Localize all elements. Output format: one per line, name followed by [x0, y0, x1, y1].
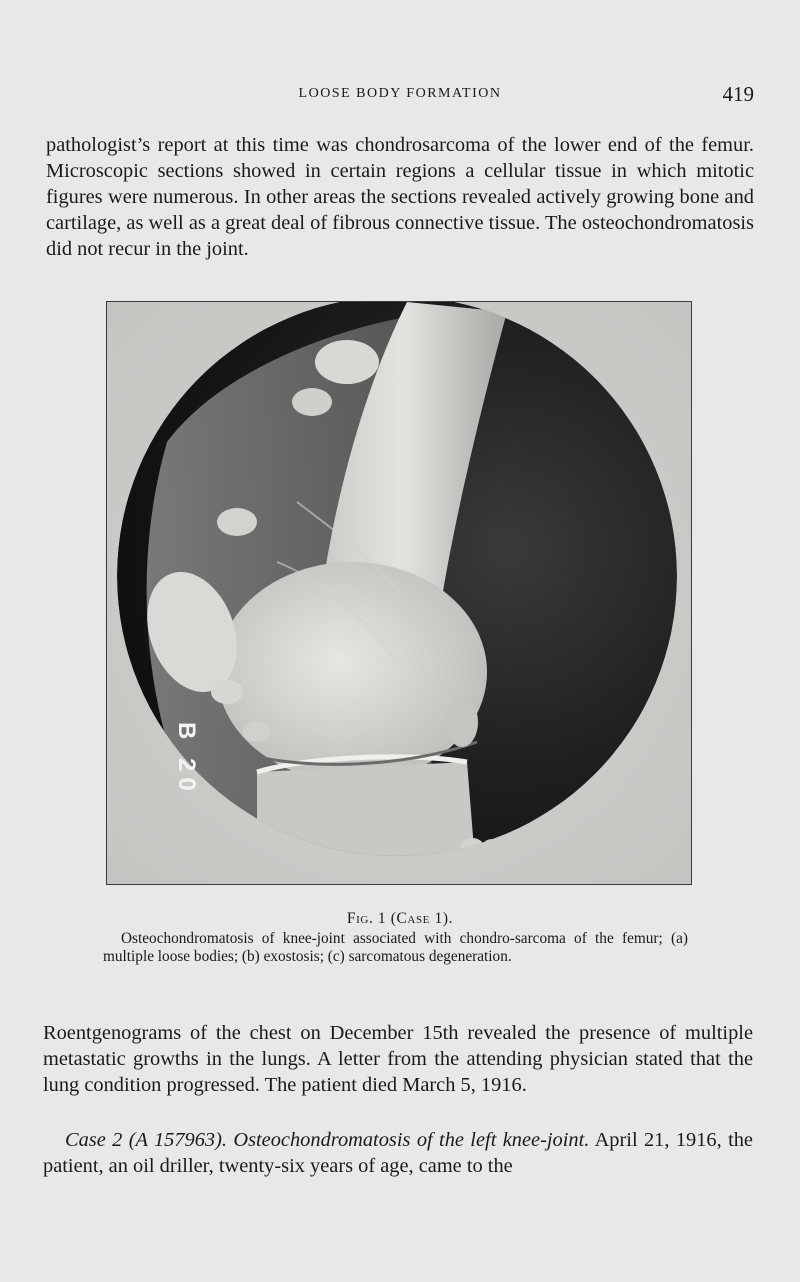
- page-number: 419: [722, 82, 754, 106]
- figure-caption-text: Osteochondromatosis of knee-joint associated with chondro-sarcoma of the femur; (a) multiple loose bodies; (b) exostosis; (c) sarcomatous degeneration.: [103, 930, 688, 965]
- running-head: LOOSE BODY FORMATION: [298, 86, 502, 101]
- figure-radiograph: [106, 301, 692, 885]
- case-heading: Case 2 (A 157963). Osteochondromatosis of the left knee-joint.: [65, 1129, 590, 1151]
- case-text: April 21, 1916, the patient, an oil driller, twenty-six years of age, came to the: [43, 1129, 753, 1177]
- figure-caption-label: Fig. 1 (Case 1).: [346, 910, 454, 927]
- body-paragraph-bottom: Roentgenograms of the chest on December 15th revealed the presence of multiple metastatic growths in the lungs. A letter from the attending physician stated that the lung condition progressed. The patient died March 5, 1916.: [43, 1022, 753, 1096]
- film-marking: B 20: [173, 722, 200, 797]
- knee-xray-image: [107, 302, 692, 885]
- case-paragraph: [43, 1127, 753, 1179]
- body-paragraph-top: pathologist’s report at this time was chondrosarcoma of the lower end of the femur. Microscopic sections showed in certain regions a cellular tissue in which mitotic figures were numerous. In other areas the sections revealed actively growing bone and cartilage, as well as a great deal of fibrous connective tissue. The osteochondromatosis did not recur in the joint.: [46, 134, 754, 260]
